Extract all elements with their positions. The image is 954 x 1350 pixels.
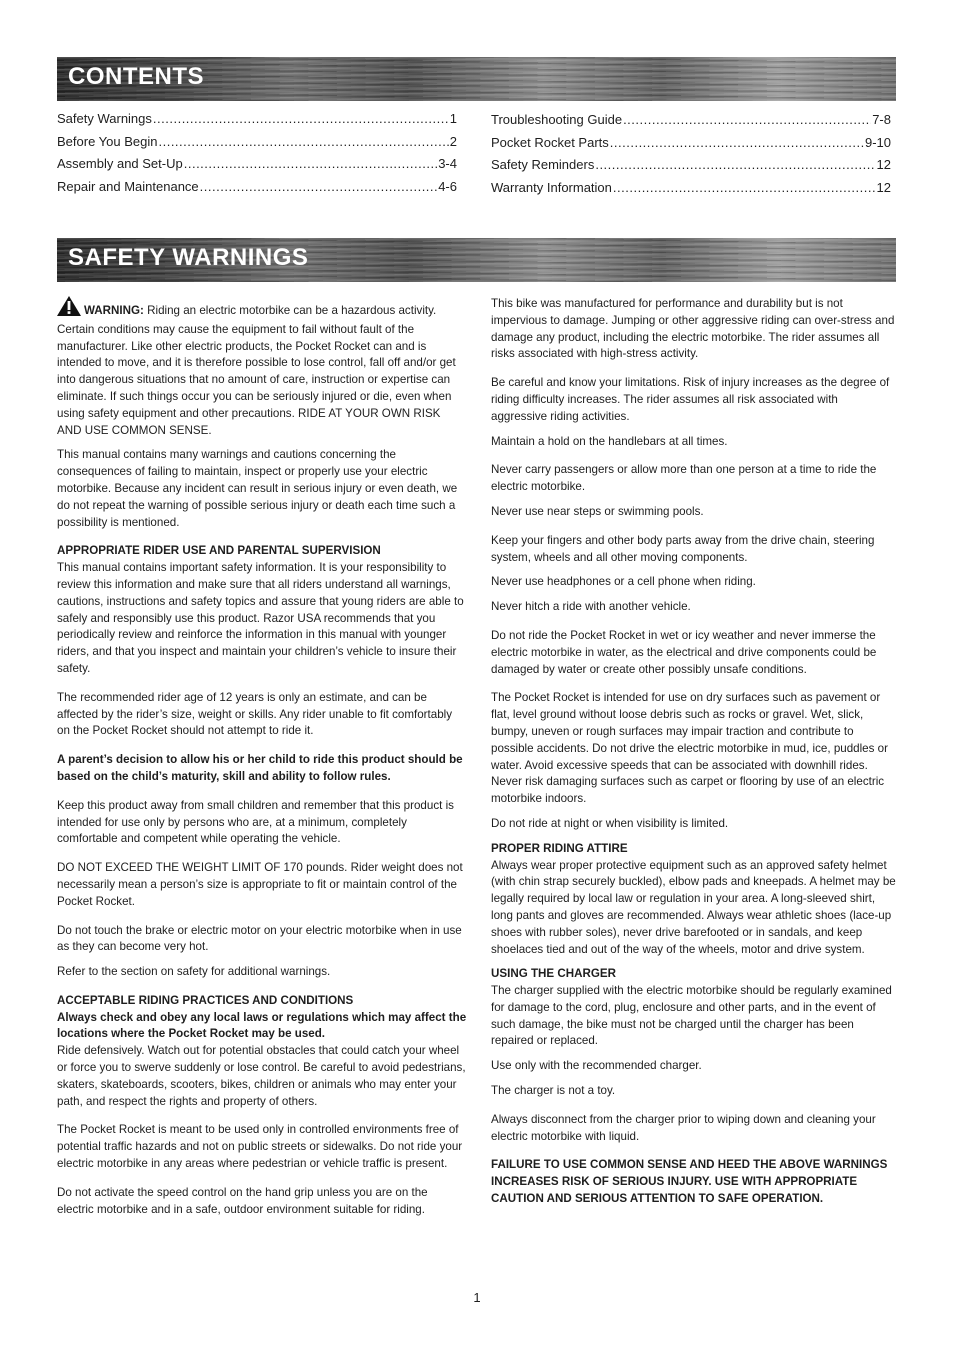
toc-entry[interactable] [57, 153, 457, 176]
toc-entry[interactable] [491, 132, 891, 155]
contents-heading: CONTENTS [68, 63, 204, 90]
warning-label: WARNING: [84, 304, 144, 317]
paragraph: Do not ride the Pocket Rocket in wet or icy weather and never immerse the electric motorbike in water, as the electrical and drive components could be damaged by water or create other possibly unsafe conditions. [491, 628, 877, 676]
paragraph: Do not touch the brake or electric motor on your electric motorbike when in use as they can become very hot. [57, 923, 462, 954]
warning-text: Riding an electric motorbike can be a hazardous activity. Certain conditions may cause the equipment to fail without fault of the manufacturer. Like other electric products, the Pocket Rocket can and is intended to move, and it is therefore possible to lose control, fall off and/or get into dangerous situations that no amount of care, instruction or expertise can eliminate. If such things occur you can be seriously injured or die, even when using safety equipment and other precautions. RIDE AT YOUR OWN RISK AND USE COMMON SENSE. [57, 304, 456, 437]
toc-entry-page: 3-4 [438, 156, 457, 171]
toc-entry-label: Assembly and Set-Up [57, 156, 183, 171]
toc-entry[interactable] [57, 131, 457, 154]
toc-leader-dots [595, 154, 875, 177]
toc-left-column [57, 108, 457, 198]
paragraph: Ride defensively. Watch out for potential obstacles that could catch your wheel or force you to swerve suddenly or lose control. Be careful to avoid pedestrians, skaters, skateboards, scooters, bikes, children or animals who may enter your path, and respect the rights and property of others. [57, 1044, 466, 1108]
toc-entry-label: Pocket Rocket Parts [491, 134, 609, 150]
toc-leader-dots [153, 108, 449, 131]
toc-entry-page: 12 [876, 179, 891, 195]
toc-leader-dots [613, 177, 876, 200]
toc-entry[interactable] [491, 177, 891, 200]
final-warning-paragraph: FAILURE TO USE COMMON SENSE AND HEED THE ABOVE WARNINGS INCREASES RISK OF SERIOUS INJURY. USE WITH APPROPRIATE CAUTION AND SERIOUS ATTENTION TO SAFE OPERATION. [491, 1158, 888, 1206]
paragraph: The charger supplied with the electric motorbike should be regularly examined for damage to the cord, plug, enclosure and other parts, and in the event of such damage, the bike must not be charged until the charger has been repaired or replaced. [491, 984, 892, 1048]
safety-warnings-banner [57, 238, 896, 282]
toc-entry-page: 2 [449, 133, 457, 149]
paragraph: Always disconnect from the charger prior to wiping down and cleaning your electric motorbike with liquid. [491, 1112, 876, 1143]
paragraph: The recommended rider age of 12 years is only an estimate, and can be affected by the rider’s size, weight or skills. Any rider unable to fit comfortably on the Pocket Rocket should not attempt to ride it. [57, 690, 453, 738]
toc-entry-label: Safety Reminders [491, 157, 595, 172]
section-heading-charger: USING THE CHARGER [491, 967, 616, 981]
section-heading-practices: ACCEPTABLE RIDING PRACTICES AND CONDITIONS [57, 993, 354, 1007]
paragraph: Refer to the section on safety for additional warnings. [57, 965, 331, 979]
paragraph: Do not activate the speed control on the hand grip unless you are on the electric motorbike and in a safe, outdoor environment suitable for riding. [57, 1185, 428, 1216]
warning-paragraph [57, 296, 467, 439]
paragraph: Never carry passengers or allow more than one person at a time to ride the electric motorbike. [491, 463, 877, 494]
toc-leader-dots [158, 131, 448, 154]
warning-triangle-icon [57, 296, 81, 322]
safety-warnings-heading: SAFETY WARNINGS [68, 244, 309, 271]
contents-banner [57, 57, 896, 101]
safety-left-column [57, 296, 467, 1226]
paragraph: Never hitch a ride with another vehicle. [491, 600, 691, 614]
paragraph: This bike was manufactured for performance and durability but is not impervious to damage. Jumping or other aggressive riding can over-stress and damage any product, including the electric motorbike. The rider assumes all risks associated with high-stress activity. [491, 297, 895, 361]
safety-right-column [491, 296, 896, 1216]
toc-leader-dots [623, 109, 871, 132]
toc-leader-dots [200, 176, 438, 199]
page-number: 1 [473, 1290, 481, 1305]
paragraph: Use only with the recommended charger. [491, 1059, 702, 1073]
paragraph: Keep this product away from small children and remember that this product is intended for use only by persons who are, at a minimum, completely comfortable and competent while operating the vehicle. [57, 798, 454, 846]
paragraph: The charger is not a toy. [491, 1084, 616, 1098]
paragraph: Keep your fingers and other body parts away from the drive chain, steering system, wheels and all other moving components. [491, 533, 875, 564]
paragraph: Be careful and know your limitations. Risk of injury increases as the degree of riding difficulty increases. The rider assumes all risk associated with aggressive riding activities. [491, 376, 890, 423]
paragraph: This manual contains important safety information. It is your responsibility to review this information and make sure that all riders understand all warnings, cautions, instructions and safety topics and assure that young riders are able to safely and responsibly use this product. Razor USA recommends that you periodically review and reinforce the information in this manual with younger riders, and that you inspect and maintain your children’s vehicle to insure their safety. [57, 561, 464, 675]
toc-entry-label: Repair and Maintenance [57, 178, 199, 194]
toc-entry-page: 4-6 [438, 178, 457, 194]
toc-entry-label: Warranty Information [491, 179, 612, 195]
toc-right-column [491, 109, 891, 199]
toc-entry-page: 12 [876, 157, 891, 172]
toc-entry[interactable] [491, 154, 891, 177]
bold-paragraph: A parent’s decision to allow his or her child to ride this product should be based on the child’s maturity, skill and ability to follow rules. [57, 753, 463, 783]
toc-entry-label: Troubleshooting Guide [491, 112, 623, 127]
paragraph: Never use headphones or a cell phone when riding. [491, 575, 756, 589]
paragraph: Never use near steps or swimming pools. [491, 504, 704, 518]
toc-entry[interactable] [57, 176, 457, 199]
toc-entry-page: 7-8 [872, 112, 891, 127]
paragraph: This manual contains many warnings and cautions concerning the consequences of failing to maintain, inspect or properly use your electric motorbike. Because any incident can result in serious injury or even death, we do not repeat the warning of possible serious injury or death each time such a possibility is mentioned. [57, 448, 458, 529]
paragraph: Maintain a hold on the handlebars at all times. [491, 434, 728, 448]
toc-leader-dots [610, 132, 864, 155]
toc-entry[interactable] [57, 108, 457, 131]
paragraph: Always wear proper protective equipment such as an approved safety helmet (with chin strap securely buckled), elbow pads and kneepads. A helmet may be legally required by local law or regulation in your area. A long-sleeved shirt, long pants and gloves are recommended. Always wear athletic shoes (lace-up shoes with rubber soles), never drive barefooted or in sandals, and keep shoelaces tied and out of the way of the wheels, motor and drive system. [491, 858, 896, 956]
toc-entry[interactable] [491, 109, 891, 132]
toc-entry-label: Safety Warnings [57, 111, 152, 126]
paragraph: The Pocket Rocket is meant to be used only in controlled environments free of potential traffic hazards and not on public streets or sidewalks. Do not ride your electric motorbike in any areas where pedestrian or vehicle traffic is present. [57, 1123, 463, 1171]
paragraph: DO NOT EXCEED THE WEIGHT LIMIT OF 170 pounds. Rider weight does not necessarily mean a person’s size is appropriate to fit or maintain control of the Pocket Rocket. [57, 861, 463, 908]
toc-entry-page: 1 [449, 111, 457, 126]
paragraph: The Pocket Rocket is intended for use on dry surfaces such as pavement or flat, level ground without loose debris such as rocks or gravel. Wet, slick, bumpy, uneven or rough surfaces may impair traction and contribute to possible accidents. Do not drive the electric motorbike in mud, ice, puddles or water. Avoid excessive speeds that can be associated with downhill rides. Never risk damaging surfaces such as carpet or flooring by use of an electric motorbike indoors. [491, 691, 888, 806]
toc-leader-dots [184, 153, 437, 176]
toc-entry-page: 9-10 [864, 134, 891, 150]
paragraph: Do not ride at night or when visibility is limited. [491, 816, 729, 830]
section-heading-supervision: APPROPRIATE RIDER USE AND PARENTAL SUPERVISION [57, 544, 381, 558]
toc-entry-label: Before You Begin [57, 133, 158, 149]
section-subheading-laws: Always check and obey any local laws or regulations which may affect the locations where the Pocket Rocket may be used. [57, 1010, 467, 1041]
section-heading-attire: PROPER RIDING ATTIRE [491, 841, 628, 855]
